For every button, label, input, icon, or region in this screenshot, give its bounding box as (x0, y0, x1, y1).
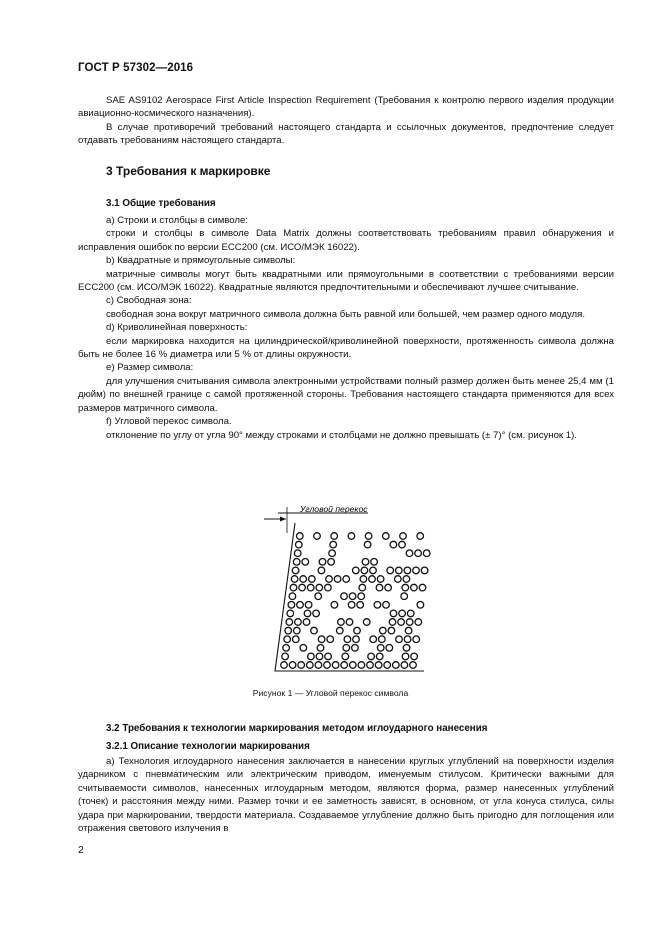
matrix-dot (326, 576, 333, 583)
page-number: 2 (78, 844, 84, 856)
intro-block (78, 94, 614, 148)
matrix-dot (297, 533, 304, 540)
matrix-dot (401, 662, 408, 669)
matrix-dot (415, 619, 422, 626)
item-c-label: c) Свободная зона: (106, 295, 192, 307)
matrix-dot (410, 662, 417, 669)
matrix-dot (369, 576, 376, 583)
section-3-2-1-title: 3.2.1 Описание технологии маркирования (106, 741, 310, 752)
matrix-dot (294, 627, 301, 634)
matrix-dot (343, 576, 350, 583)
item-c-text: свободная зона вокруг матричного символа должна быть равной или большей, чем размер одного модуля. (106, 308, 585, 320)
matrix-dot (352, 645, 359, 652)
skew-figure (258, 503, 438, 681)
matrix-dot (307, 584, 314, 591)
matrix-dot (342, 653, 349, 660)
document-header: ГОСТ Р 57302—2016 (78, 62, 194, 74)
matrix-dot (289, 662, 296, 669)
matrix-dot (348, 602, 355, 609)
matrix-dot (396, 567, 403, 574)
matrix-dot (299, 584, 306, 591)
matrix-dot (318, 636, 325, 643)
item-b-label: b) Квадратные и прямоугольные символы: (106, 255, 296, 267)
matrix-dot (337, 627, 344, 634)
matrix-dot (376, 584, 383, 591)
matrix-dot (286, 619, 293, 626)
matrix-dot (398, 619, 405, 626)
matrix-dot (303, 619, 310, 626)
matrix-dot (311, 627, 318, 634)
item-a-label: a) Строки и столбцы в символе: (106, 215, 249, 226)
item-e-label: e) Размер символа: (106, 362, 194, 374)
matrix-dot (371, 559, 378, 566)
requirements-list (78, 214, 614, 442)
matrix-dot (390, 610, 397, 617)
matrix-dot (353, 636, 360, 643)
matrix-dot (404, 636, 411, 643)
item-a-text: строки и столбцы в символе Data Matrix должны соответствовать требованиям правил обнаружения и исправления ошибок по версии ЕСС200 (см. ИСО/МЭК 16022). (78, 228, 614, 253)
matrix-dot (287, 610, 294, 617)
matrix-dot (406, 619, 413, 626)
item-b-text: матричные символы могут быть квадратными или прямоугольными в соответствии с требованиями версии ЕСС200 (см. ИСО/МЭК 16022). Квадратные являются предпочтительными и обеспечивают лучшее считывание. (78, 268, 614, 294)
matrix-dot (307, 662, 314, 669)
matrix-dot (341, 662, 348, 669)
matrix-dot (367, 662, 374, 669)
matrix-dot (421, 567, 428, 574)
matrix-dot (302, 559, 309, 566)
matrix-dot (386, 645, 393, 652)
matrix-dot (395, 576, 402, 583)
matrix-dot (298, 662, 305, 669)
matrix-dot (293, 559, 300, 566)
matrix-dot (327, 636, 334, 643)
matrix-dot (284, 636, 291, 643)
matrix-dot (402, 584, 409, 591)
matrix-dot (354, 627, 361, 634)
matrix-dot (362, 559, 369, 566)
sae-reference: SAE AS9102 Aerospace First Article Inspection Requirement (Требования к контролю первого изделия продукции авиационно-космического назначения). (78, 95, 614, 120)
matrix-dot (325, 653, 332, 660)
matrix-dot (375, 662, 382, 669)
matrix-dot (365, 533, 372, 540)
matrix-dot (329, 550, 336, 557)
matrix-dot (359, 584, 366, 591)
matrix-dot (314, 533, 321, 540)
matrix-dot (334, 576, 341, 583)
matrix-dot (368, 653, 375, 660)
matrix-dot (281, 662, 288, 669)
item-d-text: если маркировка находится на цилиндрической/криволинейной поверхности, протяженность символа должна быть не более 16 % диаметра или 5 % от длины окружности. (78, 335, 614, 361)
matrix-dot (316, 653, 323, 660)
matrix-dot (385, 584, 392, 591)
matrix-dot (283, 645, 290, 652)
matrix-dot (294, 550, 301, 557)
matrix-dot (399, 541, 406, 548)
conflict-note: В случае противоречий требований настоящего стандарта и ссылочных документов, предпочтение следует отдавать требованиям настоящего стандарта. (78, 121, 614, 147)
matrix-dot (403, 576, 410, 583)
matrix-dot (341, 593, 348, 600)
matrix-dot (319, 559, 326, 566)
matrix-dot (304, 610, 311, 617)
matrix-dot (389, 619, 396, 626)
matrix-dot (285, 627, 292, 634)
matrix-dot (417, 533, 424, 540)
matrix-dot (370, 567, 377, 574)
matrix-dot (390, 541, 397, 548)
matrix-dot (363, 619, 370, 626)
matrix-dot (376, 653, 383, 660)
matrix-dot (417, 602, 424, 609)
matrix-dot (346, 619, 353, 626)
matrix-dot (291, 576, 298, 583)
matrix-dot (331, 533, 338, 540)
dimension-arrow (280, 517, 286, 522)
matrix-dot (384, 662, 391, 669)
matrix-dot (292, 567, 299, 574)
matrix-dot (296, 541, 303, 548)
figure-label: Угловой перекос (300, 504, 368, 514)
matrix-dot (361, 567, 368, 574)
matrix-dot (324, 662, 331, 669)
matrix-dot (300, 645, 307, 652)
matrix-dot (415, 550, 422, 557)
matrix-dot (309, 576, 316, 583)
matrix-dot (317, 645, 324, 652)
matrix-dot (411, 584, 418, 591)
matrix-dot (300, 576, 307, 583)
item-f-label: f) Угловой перекос символа. (106, 416, 232, 428)
matrix-dot (357, 602, 364, 609)
matrix-dot (349, 593, 356, 600)
matrix-dot (396, 636, 403, 643)
matrix-dot (401, 593, 408, 600)
matrix-dot (413, 636, 420, 643)
matrix-dot (360, 576, 367, 583)
matrix-dot (400, 533, 407, 540)
matrix-dot (383, 533, 390, 540)
section-3-title: 3 Требования к маркировке (106, 164, 271, 178)
item-f-text: отклонение по углу от угла 90° между строками и столбцами не должно превышать (± 7)° (см. рисунок 1). (106, 429, 577, 441)
matrix-dot (313, 610, 320, 617)
section-3-2-1-text (78, 755, 614, 835)
matrix-dot (315, 662, 322, 669)
matrix-dot (348, 533, 355, 540)
matrix-dot (290, 584, 297, 591)
matrix-dot (377, 576, 384, 583)
matrix-dot (318, 567, 325, 574)
matrix-dot (404, 567, 411, 574)
section-3-1-title: 3.1 Общие требования (106, 198, 216, 209)
matrix-dot (289, 593, 296, 600)
matrix-dot (344, 636, 351, 643)
matrix-dot (282, 653, 289, 660)
matrix-dot (331, 602, 338, 609)
matrix-dot (305, 602, 312, 609)
matrix-dot (413, 567, 420, 574)
matrix-dot (295, 619, 302, 626)
matrix-dot (343, 645, 350, 652)
figure-caption: Рисунок 1 — Угловой перекос символа (252, 688, 409, 698)
matrix-dot (423, 550, 430, 557)
matrix-dot (419, 584, 426, 591)
matrix-dot (325, 584, 332, 591)
item-d-label: d) Криволинейная поверхность: (106, 322, 248, 334)
matrix-dot (315, 593, 322, 600)
matrix-dot (388, 627, 395, 634)
matrix-dot (402, 653, 409, 660)
matrix-dot (374, 602, 381, 609)
matrix-dot (293, 636, 300, 643)
matrix-dot (330, 541, 337, 548)
matrix-dot (379, 636, 386, 643)
matrix-dot (297, 602, 304, 609)
matrix-dot (380, 627, 387, 634)
matrix-dot (403, 645, 410, 652)
paragraph-a: а) Технология иглоударного нанесения заключается в нанесении круглых углублений на поверхности изделия ударником с пневматическим или электрическим приводом, именуемым стилусом. Критически важными для считываемости символов, нанесенных иглоударным методом, являются форма, размер нанесенных углублений (точек) и расстояния между ними. Размер точки и ее заметность зависят, в основном, от угла конуса стилуса, силы удара при маркировании, твердости материала. Создаваемое углубление должно быть пригодно для поглощения или отражения светового излучения в (78, 756, 614, 835)
data-matrix-dots (281, 533, 430, 669)
matrix-dot (377, 645, 384, 652)
matrix-dot (288, 602, 295, 609)
matrix-dot (364, 541, 371, 548)
matrix-dot (370, 636, 377, 643)
matrix-dot (383, 602, 390, 609)
matrix-dot (387, 567, 394, 574)
matrix-dot (308, 653, 315, 660)
matrix-dot (350, 662, 357, 669)
section-3-2-title: 3.2 Требования к технологии маркирования методом иглоударного нанесения (106, 723, 488, 734)
matrix-dot (411, 653, 418, 660)
matrix-dot (332, 662, 339, 669)
matrix-dot (407, 610, 414, 617)
matrix-dot (393, 662, 400, 669)
matrix-dot (316, 584, 323, 591)
matrix-dot (358, 662, 365, 669)
matrix-dot (399, 610, 406, 617)
matrix-dot (406, 550, 413, 557)
matrix-dot (358, 593, 365, 600)
item-e-text: для улучшения считывания символа электронными устройствами полный размер должен быть менее 25,4 мм (1 дюйм) по внешней границе с самой протяженной стороны. Требования настоящего стандарта применяются для всех размеров матричного символа. (78, 375, 614, 414)
matrix-dot (405, 627, 412, 634)
matrix-dot (353, 567, 360, 574)
matrix-dot (338, 619, 345, 626)
matrix-dot (328, 559, 335, 566)
